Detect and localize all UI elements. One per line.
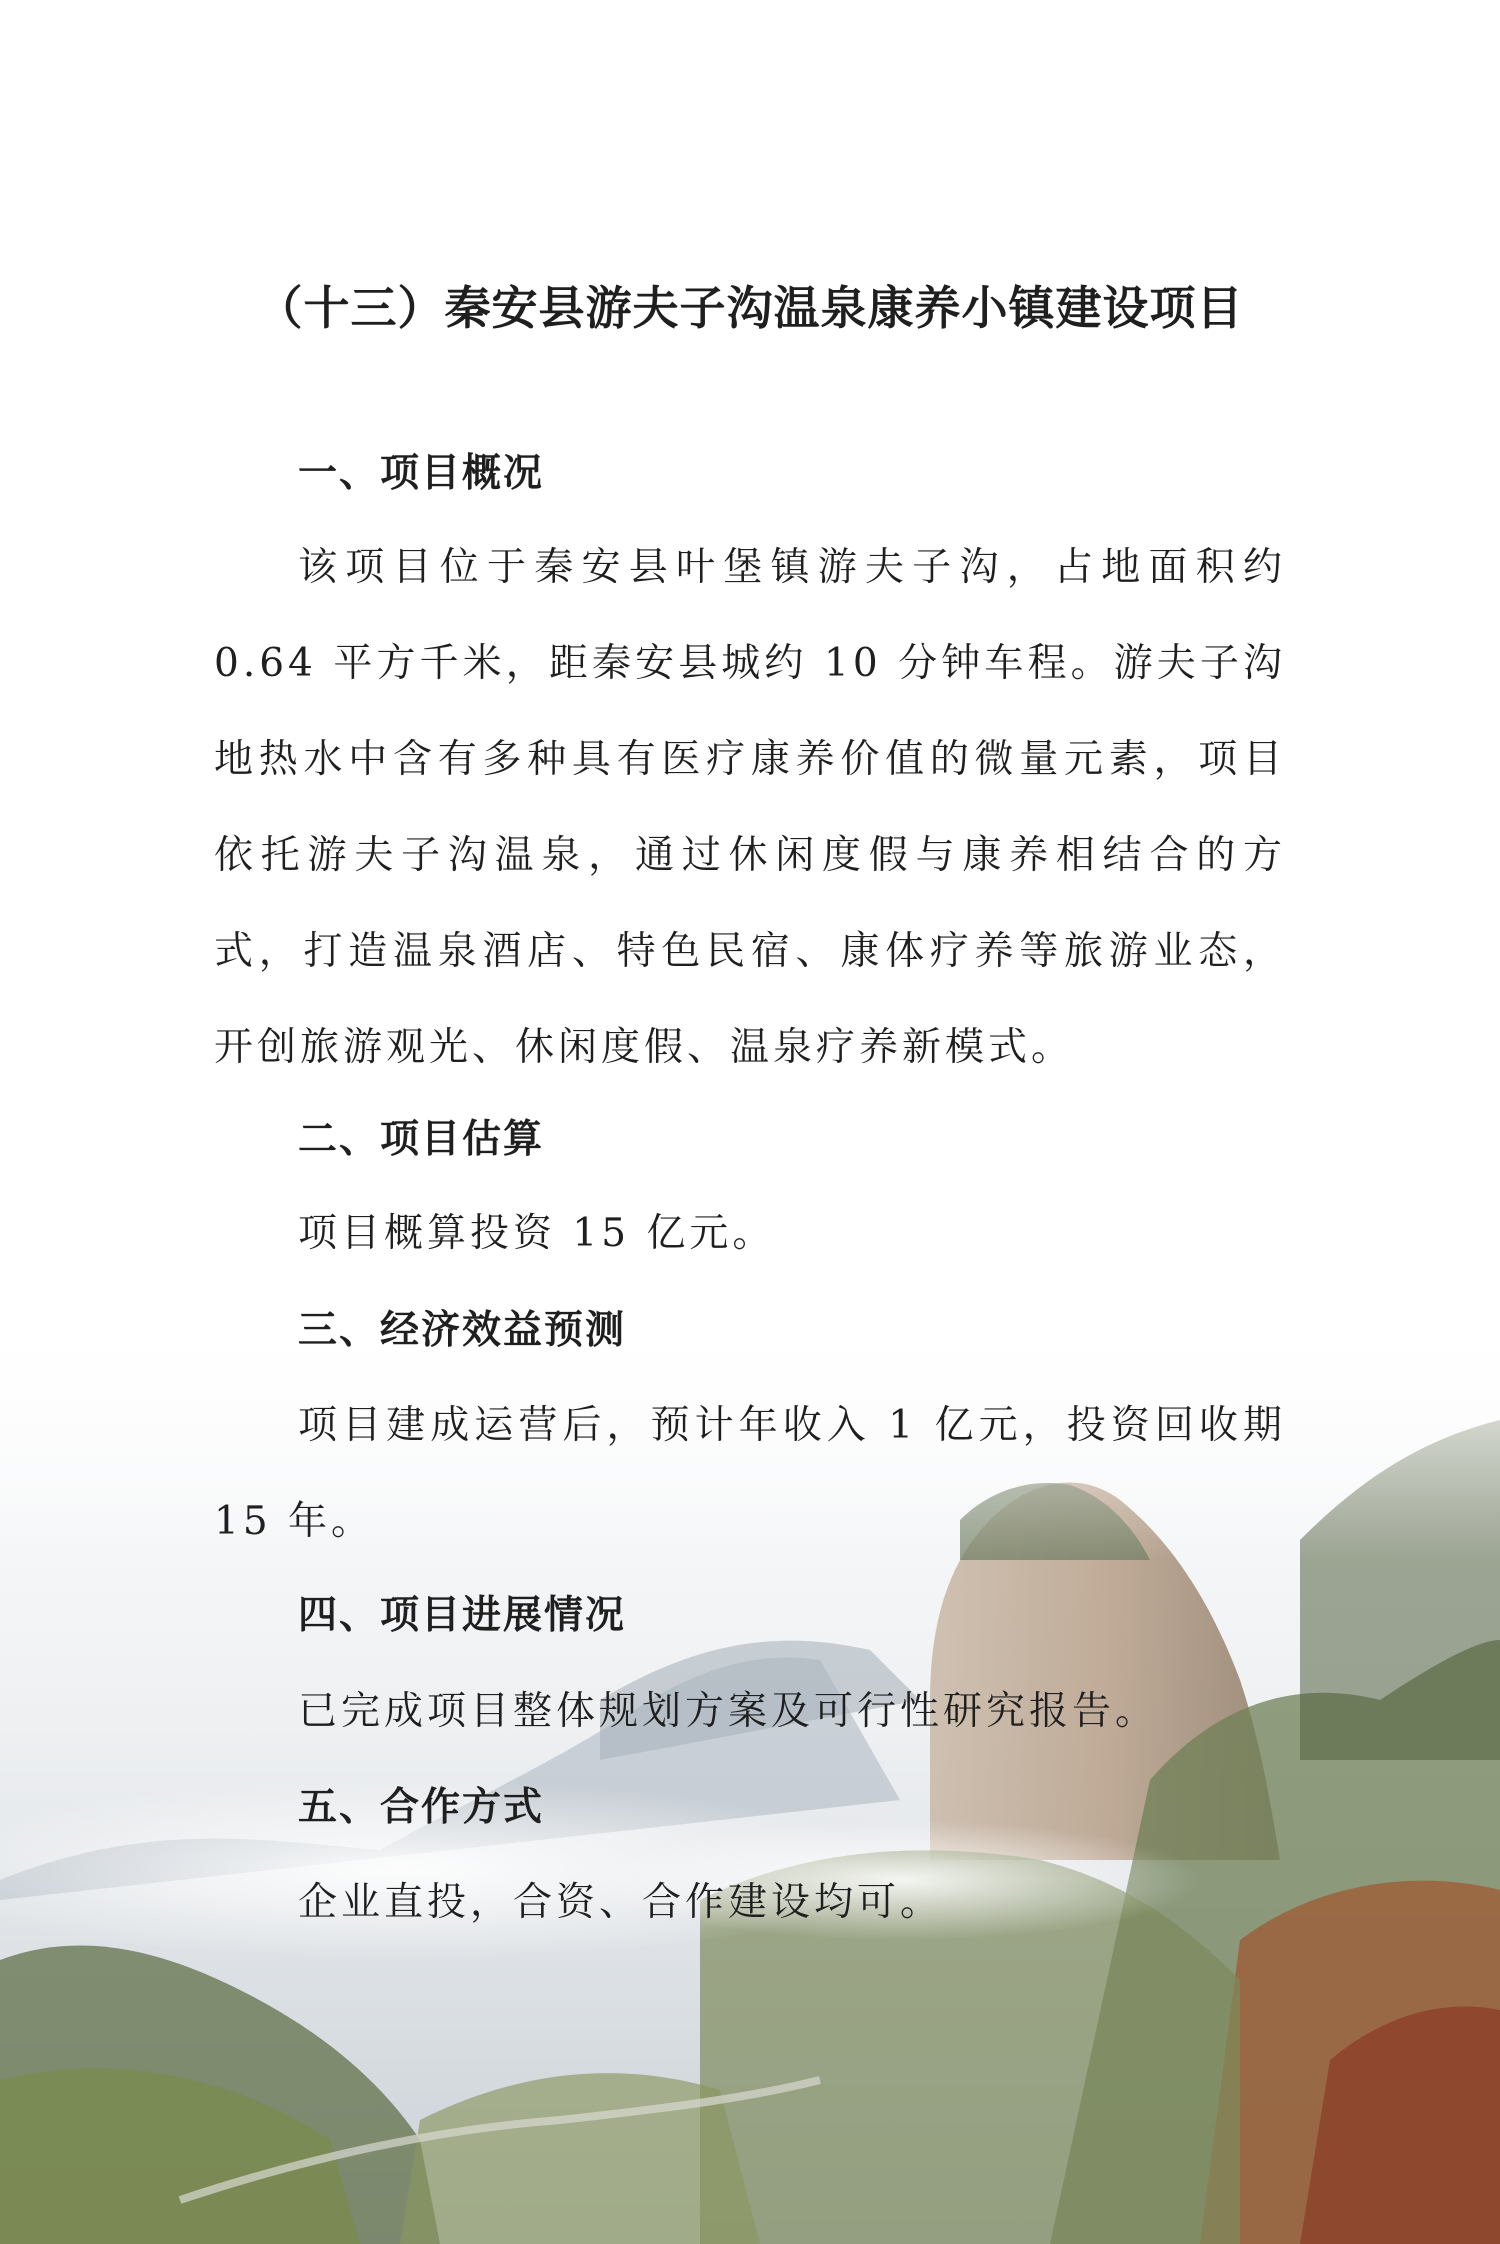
section-body-progress: 已完成项目整体规划方案及可行性研究报告。 bbox=[298, 1689, 1159, 1734]
section-heading-benefit: 三、经济效益预测 bbox=[298, 1308, 627, 1353]
section-body-cooperation: 企业直投，合资、合作建设均可。 bbox=[298, 1880, 944, 1925]
section-body-estimate: 项目概算投资 15 亿元。 bbox=[298, 1211, 776, 1256]
section-heading-estimate: 二、项目估算 bbox=[298, 1117, 545, 1162]
section-heading-progress: 四、项目进展情况 bbox=[298, 1593, 627, 1638]
page-title: （十三）秦安县游夫子沟温泉康养小镇建设项目 bbox=[256, 281, 1244, 335]
section-heading-overview: 一、项目概况 bbox=[298, 451, 545, 496]
section-body-overview: 该项目位于秦安县叶堡镇游夫子沟，占地面积约 0.64 平方千米，距秦安县城约 10 分钟车程。游夫子沟地热水中含有多种具有医疗康养价值的微量元素，项目依托游夫子沟温泉，通过休闲度假与康养相结合的方式，打造温泉酒店、特色民宿、康体疗养等旅游业态，开创旅游观光、休闲度假、温泉疗养新模式。 bbox=[214, 545, 1286, 1070]
section-body-benefit: 项目建成运营后，预计年收入 1 亿元，投资回收期 15 年。 bbox=[214, 1403, 1286, 1544]
section-heading-cooperation: 五、合作方式 bbox=[298, 1785, 545, 1830]
